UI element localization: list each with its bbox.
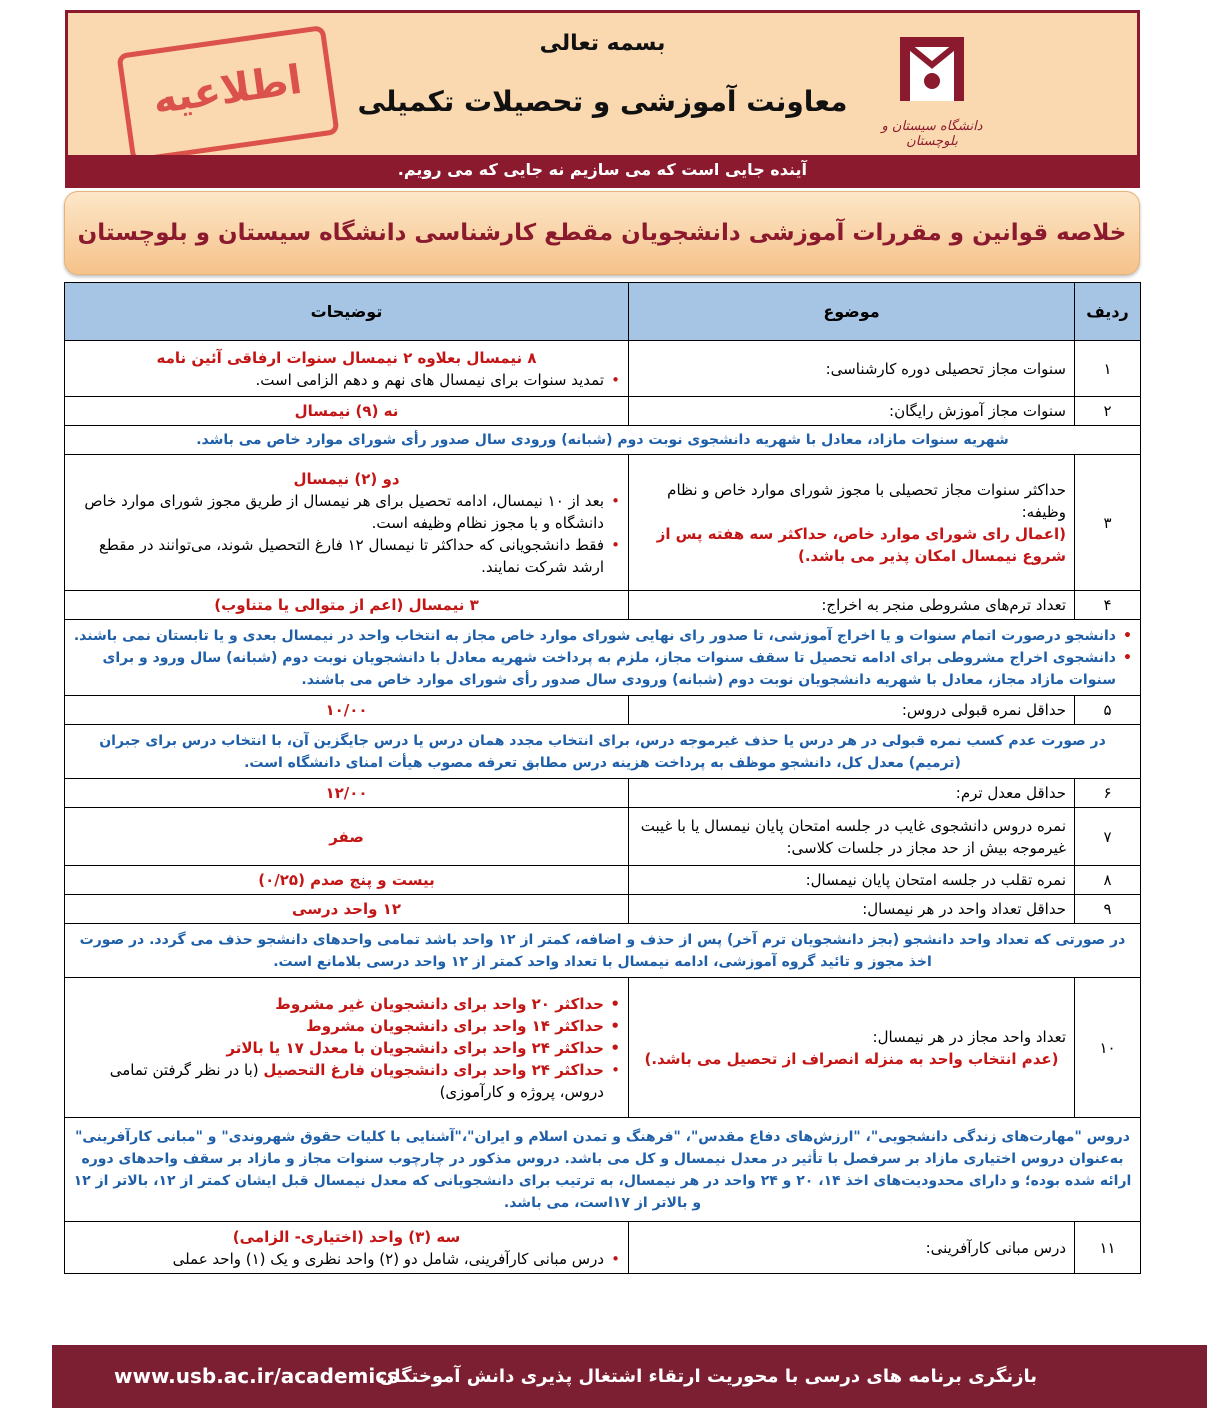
row-value: ۱۰/۰۰ bbox=[65, 696, 629, 725]
table-row bbox=[65, 455, 1141, 591]
table-row bbox=[65, 779, 1141, 808]
header-banner bbox=[65, 10, 1140, 188]
row-number: ۹ bbox=[1075, 895, 1141, 924]
note-text: دروس "مهارت‌های زندگی دانشجویی"، "ارزش‌های دفاع مقدس"، "فرهنگ و تمدن اسلام و ایران"،"آشنایی با کلیات حقوق شهروندی" و "مبانی کارآفرینی" به‌عنوان دروس اختیاری مازاد بر سرفصل با تأثیر در معدل نیمسال و کل می باشد. دروس مذکور در چارچوب سنوات مجاز و مازاد بر سقف واحدهای دوره ارائه شده بوده؛ و دارای محدودیت‌های اخذ ۱۴، ۲۰ و ۲۴ واحد در هر نیمسال، به ترتیب برای دانشجویانی که معدل نیمسال قبل ایشان کمتر از ۱۲، بالاتر از ۱۲ و بالاتر از ۱۷است، می باشد. bbox=[65, 1118, 1141, 1222]
bullet-item: • درس مبانی کارآفرینی، شامل دو (۲) واحد نظری و یک (۱) واحد عملی bbox=[73, 1248, 620, 1270]
table-row bbox=[65, 1222, 1141, 1274]
header-row-number: ردیف bbox=[1075, 283, 1141, 341]
row-topic: تعداد ترم‌های مشروطی منجر به اخراج: bbox=[629, 591, 1075, 620]
deputy-title: معاونت آموزشی و تحصیلات تکمیلی bbox=[357, 85, 848, 118]
row-number: ۳ bbox=[1075, 455, 1141, 591]
row-topic: نمره تقلب در جلسه امتحان پایان نیمسال: bbox=[629, 866, 1075, 895]
row-number: ۲ bbox=[1075, 397, 1141, 426]
footer-link[interactable]: www.usb.ac.ir/academics bbox=[114, 1364, 399, 1388]
row-value: ۱۲/۰۰ bbox=[65, 779, 629, 808]
row-number: ۶ bbox=[1075, 779, 1141, 808]
row-topic-note: (عدم انتخاب واحد به منزله انصراف از تحصیل می باشد.) bbox=[644, 1049, 1059, 1068]
row-topic: حداقل تعداد واحد در هر نیمسال: bbox=[629, 895, 1075, 924]
row-description bbox=[65, 455, 629, 591]
logo-caption: دانشگاه سیستان و بلوچستان bbox=[881, 119, 983, 149]
note-row bbox=[65, 620, 1141, 696]
note-text: در صورت عدم کسب نمره قبولی در هر درس یا حذف غیرموجه درس، برای انتخاب مجدد همان درس یا درس جایگزین آن، با انتخاب درس برای جبران (ترمیم) معدل کل، دانشجو موظف به پرداخت هزینه درس مطابق تعرفه مصوب هیأت امنای دانشگاه است. bbox=[65, 725, 1141, 779]
row-topic-note: (اعمال رای شورای موارد خاص، حداکثر سه هفته پس از شروع نیمسال امکان پذیر می باشد.) bbox=[656, 524, 1066, 565]
row-value: بیست و پنج صدم (۰/۲۵) bbox=[65, 866, 629, 895]
row-number: ۸ bbox=[1075, 866, 1141, 895]
row-description bbox=[65, 341, 629, 397]
table-row bbox=[65, 397, 1141, 426]
row-value: نه (۹) نیمسال bbox=[65, 397, 629, 426]
row-value: صفر bbox=[65, 808, 629, 866]
bullet-item: • حداکثر ۲۰ واحد برای دانشجویان غیر مشروط bbox=[73, 993, 620, 1015]
bullet-item bbox=[73, 1059, 620, 1103]
rules-table bbox=[64, 282, 1141, 1274]
row-topic: سنوات مجاز آموزش رایگان: bbox=[629, 397, 1075, 426]
table-row bbox=[65, 808, 1141, 866]
row-number: ۴ bbox=[1075, 591, 1141, 620]
bullet-item-red: حداکثر ۲۴ واحد برای دانشجویان فارغ التحصیل bbox=[263, 1060, 604, 1079]
note-row bbox=[65, 426, 1141, 455]
note-bullet: • دانشجوی اخراج مشروطی برای ادامه تحصیل تا سقف سنوات مجاز، ملزم به پرداخت شهریه معادل با دانشجویان نوبت دوم (شبانه) سال ورود و برای سنوات مازاد مجاز، معادل با شهریه دانشجویان نوبت دوم (شبانه) ورودی سال صدور رأی شورای موارد خاص می باشند. bbox=[73, 647, 1132, 691]
table-row bbox=[65, 591, 1141, 620]
tagline-band: آینده جایی است که می سازیم نه جایی که می رویم. bbox=[68, 155, 1137, 185]
page-title: خلاصه قوانین و مقررات آموزشی دانشجویان مقطع کارشناسی دانشگاه سیستان و بلوچستان bbox=[64, 191, 1140, 275]
row-description bbox=[65, 1222, 629, 1274]
row-topic bbox=[629, 455, 1075, 591]
besm-text: بسمه تعالی bbox=[539, 31, 666, 56]
bullet-item-note: (با در نظر گرفتن تمامی دروس، پروژه و کارآموزی) bbox=[109, 1060, 604, 1101]
row-number: ۱۰ bbox=[1075, 978, 1141, 1118]
row-topic bbox=[629, 978, 1075, 1118]
note-row bbox=[65, 725, 1141, 779]
footer-slogan: بازنگری برنامه های درسی با محوریت ارتقاء اشتغال پذیری دانش آموختگان bbox=[378, 1366, 1037, 1387]
row-number: ۵ bbox=[1075, 696, 1141, 725]
university-logo-icon bbox=[892, 31, 972, 111]
row-number: ۱ bbox=[1075, 341, 1141, 397]
row-number: ۷ bbox=[1075, 808, 1141, 866]
row-description bbox=[65, 978, 629, 1118]
bullet-item: • حداکثر ۲۴ واحد برای دانشجویان با معدل ۱۷ یا بالاتر bbox=[73, 1037, 620, 1059]
row-topic: نمره دروس دانشجوی غایب در جلسه امتحان پایان نیمسال یا با غیبت غیرموجه بیش از حد مجاز در جلسات کلاسی: bbox=[629, 808, 1075, 866]
table-header-row bbox=[65, 283, 1141, 341]
row-topic: سنوات مجاز تحصیلی دوره کارشناسی: bbox=[629, 341, 1075, 397]
row-topic: حداقل معدل ترم: bbox=[629, 779, 1075, 808]
row-value: دو (۲) نیمسال bbox=[293, 469, 400, 488]
header-topic: موضوع bbox=[629, 283, 1075, 341]
table-row bbox=[65, 978, 1141, 1118]
row-value: ۱۲ واحد درسی bbox=[65, 895, 629, 924]
bullet-item: • حداکثر ۱۴ واحد برای دانشجویان مشروط bbox=[73, 1015, 620, 1037]
row-value: ۸ نیمسال بعلاوه ۲ نیمسال سنوات ارفاقی آئین نامه bbox=[156, 348, 537, 367]
bullet-item: • بعد از ۱۰ نیمسال، ادامه تحصیل برای هر نیمسال از طریق مجوز شورای موارد خاص دانشگاه و با مجوز نظام وظیفه است. bbox=[73, 490, 620, 534]
bullet-item: • تمدید سنوات برای نیمسال های نهم و دهم الزامی است. bbox=[73, 369, 620, 391]
note-row bbox=[65, 924, 1141, 978]
table-row bbox=[65, 341, 1141, 397]
row-topic-text: حداکثر سنوات مجاز تحصیلی با مجوز شورای موارد خاص و نظام وظیفه: bbox=[667, 480, 1066, 521]
table-row bbox=[65, 866, 1141, 895]
row-value: سه (۳) واحد (اختیاری- الزامی) bbox=[232, 1227, 461, 1246]
row-number: ۱۱ bbox=[1075, 1222, 1141, 1274]
note-text: در صورتی که تعداد واحد دانشجو (بجز دانشجویان ترم آخر) پس از حذف و اضافه، کمتر از ۱۲ واحد باشد تمامی واحدهای دانشجو حذف می گردد. در صورت اخذ مجوز و تائید گروه آموزشی، ادامه نیمسال با تعداد واحد کمتر از ۱۲ واحد درسی بلامانع است. bbox=[65, 924, 1141, 978]
bullet-item: • فقط دانشجویانی که حداکثر تا نیمسال ۱۲ فارغ التحصیل شوند، می‌توانند در مقطع ارشد شرکت نمایند. bbox=[73, 534, 620, 578]
header-description: توضیحات bbox=[65, 283, 629, 341]
row-value: ۳ نیمسال (اعم از متوالی یا متناوب) bbox=[65, 591, 629, 620]
row-topic: درس مبانی کارآفرینی: bbox=[629, 1222, 1075, 1274]
note-bullet: • دانشجو درصورت اتمام سنوات و یا اخراج آموزشی، تا صدور رای نهایی شورای موارد خاص مجاز به انتخاب واحد در نیمسال بعدی و یا تابستان نمی باشند. bbox=[73, 625, 1132, 647]
table-row bbox=[65, 696, 1141, 725]
note-row bbox=[65, 1118, 1141, 1222]
note-cell bbox=[65, 620, 1141, 696]
table-row bbox=[65, 895, 1141, 924]
note-text: شهریه سنوات مازاد، معادل با شهریه دانشجوی نوبت دوم (شبانه) ورودی سال صدور رأی شورای موارد خاص می باشد. bbox=[65, 426, 1141, 455]
row-topic-text: تعداد واحد مجاز در هر نیمسال: bbox=[872, 1027, 1066, 1046]
footer-bar bbox=[52, 1345, 1207, 1408]
row-topic: حداقل نمره قبولی دروس: bbox=[629, 696, 1075, 725]
announcement-stamp: اطلاعیه bbox=[116, 25, 339, 163]
